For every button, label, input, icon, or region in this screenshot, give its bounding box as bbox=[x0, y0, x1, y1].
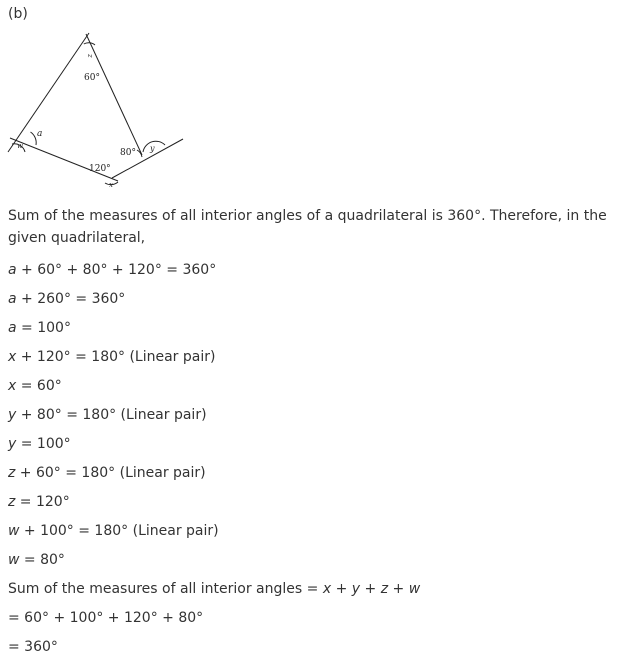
equation-variable: w bbox=[8, 523, 20, 539]
intro-paragraph: Sum of the measures of all interior angles of a quadrilateral is 360°. Therefore, in the given quadrilateral, bbox=[8, 208, 607, 246]
equation-line-4 bbox=[8, 343, 620, 372]
equation-variable: a bbox=[8, 291, 17, 307]
equation-expression: + 260° = 360° bbox=[16, 291, 126, 307]
equation-line-10 bbox=[8, 517, 620, 546]
sum-plus: + bbox=[360, 581, 381, 597]
equation-expression: + 80° = 180° (Linear pair) bbox=[16, 407, 207, 423]
equation-expression: = 100° bbox=[16, 436, 71, 452]
angle-var-x: x bbox=[109, 181, 113, 189]
equation-line-5 bbox=[8, 372, 620, 401]
equation-line-9 bbox=[8, 488, 620, 517]
equation-expression: + 120° = 180° (Linear pair) bbox=[16, 349, 216, 365]
sum-plus: + bbox=[331, 581, 352, 597]
equation-line-3 bbox=[8, 314, 620, 343]
side-top-right bbox=[86, 34, 142, 155]
angle-label-60: 60° bbox=[84, 73, 100, 83]
sum-var-z: z bbox=[380, 581, 389, 597]
equation-expression: = 120° bbox=[15, 494, 70, 510]
result-line-2: = 360° bbox=[8, 639, 58, 655]
equation-expression: + 100° = 180° (Linear pair) bbox=[19, 523, 219, 539]
angle-var-w: w bbox=[17, 142, 23, 150]
result-line-1: = 60° + 100° + 120° + 80° bbox=[8, 610, 204, 626]
side-right-bottom bbox=[112, 139, 183, 178]
equation-variable: a bbox=[8, 320, 17, 336]
angle-label-80: 80° bbox=[120, 148, 136, 158]
equation-expression: = 80° bbox=[19, 552, 65, 568]
equation-line-8 bbox=[8, 459, 620, 488]
equation-variable: y bbox=[8, 436, 17, 452]
angle-var-y: y bbox=[150, 144, 155, 153]
sum-prefix: Sum of the measures of all interior angles = bbox=[8, 581, 323, 597]
equation-variable: x bbox=[8, 378, 17, 394]
equation-line-6 bbox=[8, 401, 620, 430]
sum-var-y: y bbox=[351, 581, 361, 597]
side-top-left bbox=[8, 33, 89, 152]
equation-line-2 bbox=[8, 285, 620, 314]
equation-variable: y bbox=[8, 407, 17, 423]
arc-z bbox=[84, 43, 95, 45]
arc-a bbox=[31, 132, 37, 145]
side-bottom-left bbox=[10, 138, 118, 181]
equation-expression: = 100° bbox=[16, 320, 71, 336]
angle-var-z: z bbox=[86, 54, 94, 58]
sum-var-w: w bbox=[408, 581, 421, 597]
sum-var-x: x bbox=[322, 581, 332, 597]
equation-variable: w bbox=[8, 552, 20, 568]
arc-80 bbox=[137, 150, 142, 157]
equation-line-11 bbox=[8, 546, 620, 575]
quadrilateral-figure bbox=[0, 26, 200, 198]
part-label: (b) bbox=[8, 6, 28, 22]
equation-line-1 bbox=[8, 256, 620, 285]
sum-line bbox=[8, 575, 620, 604]
equation-variable: z bbox=[8, 494, 16, 510]
equation-variable: x bbox=[8, 349, 17, 365]
equation-expression: + 60° + 80° + 120° = 360° bbox=[16, 262, 217, 278]
angle-label-120: 120° bbox=[89, 164, 111, 174]
equation-variable: a bbox=[8, 262, 17, 278]
solution-text bbox=[8, 205, 620, 662]
equation-line-7 bbox=[8, 430, 620, 459]
equation-expression: = 60° bbox=[16, 378, 62, 394]
angle-var-a: a bbox=[37, 129, 43, 139]
sum-plus: + bbox=[388, 581, 409, 597]
equation-variable: z bbox=[8, 465, 16, 481]
equation-expression: + 60° = 180° (Linear pair) bbox=[15, 465, 206, 481]
